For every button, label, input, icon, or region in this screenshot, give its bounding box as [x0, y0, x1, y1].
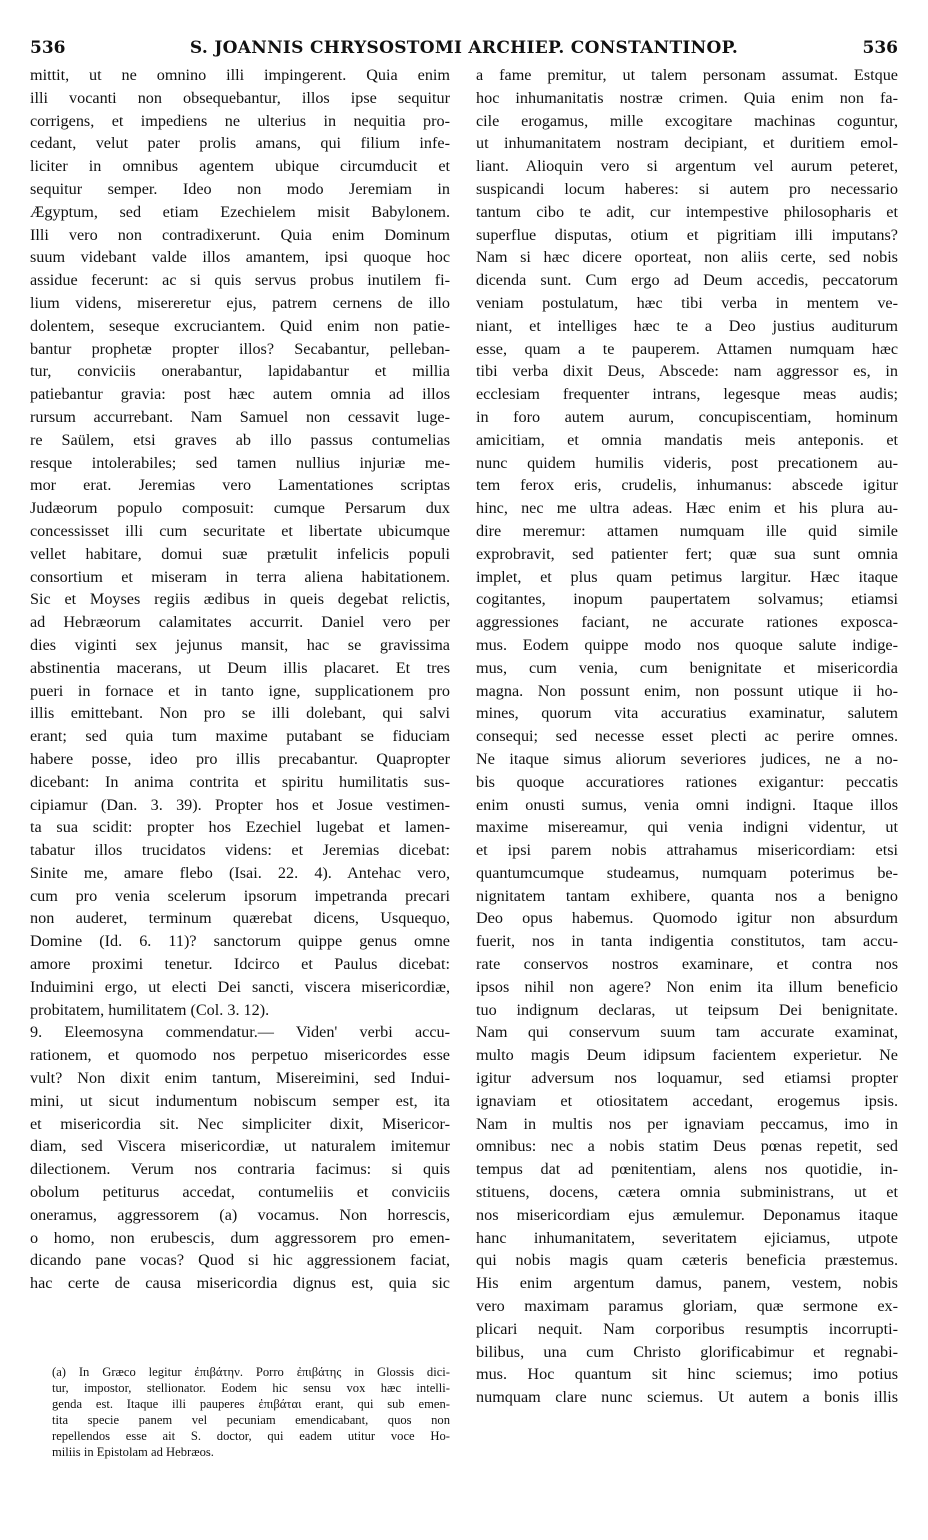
text-line: sequitur semper. Ideo non modo Jeremiam in — [30, 179, 450, 198]
text-line: ad Hebræorum calamitates accurrit. Daniel vero per — [30, 613, 450, 632]
text-line: tabatur illos trucidatos videns: et Jeremias dicebat: — [30, 841, 450, 860]
left-text-column — [30, 64, 450, 1295]
text-line: vult? Non dixit enim tantum, Misereimini, sed Indui- — [30, 1069, 450, 1088]
footnote-line: (a) In Græco legitur ἐπιβάτην. Porro ἐπιβάτης in Glossis dici- — [52, 1365, 450, 1379]
text-line: quantumcumque studeamus, numquam poterimus be- — [476, 863, 898, 882]
text-line: erant; sed quia tum maxime putabant se fiduciam — [30, 727, 450, 746]
text-line: ecclesiam frequenter intrans, legesque meas audis; — [476, 385, 898, 404]
footnote-line: tita specie panem vel pecuniam emendicabant, quos non — [52, 1413, 450, 1427]
text-line: corrigens, et impediens ne ulterius in nequitia pro- — [30, 111, 450, 130]
text-line: mittit, ut ne omnino illi impingerent. Quia enim — [30, 66, 450, 84]
text-line: assidue fecerunt: ac si quis servus probus inutilem fi- — [30, 271, 450, 290]
text-line: mini, ut sicut indumentum nobiscum semper est, ita — [30, 1091, 450, 1110]
text-line: Nam qui conservum suum tam accurate examinat, — [476, 1023, 898, 1042]
text-line: bantur prophetæ propter illos? Secabantur, pelleban- — [30, 339, 450, 358]
text-line: tantum cibo te adit, cur intempestive philosopharis et — [476, 202, 898, 221]
text-line: vero maximam paramus gloriam, quæ sermone ex- — [476, 1297, 898, 1316]
text-line: bis quoque accuratiores rationes exigantur: peccatis — [476, 772, 898, 791]
text-line: rursum accurrebant. Nam Samuel non cessavit luge- — [30, 407, 450, 426]
footnote-line: genda est. Itaque illi pauperes ἐπιβάται erant, qui sub emen- — [52, 1397, 450, 1411]
text-line: mus. Eodem quippe modo nos quoque salute indige- — [476, 635, 898, 654]
text-line: multo magis Deum idipsum facientem experietur. Ne — [476, 1046, 898, 1065]
footnote-line: repellendos esse ait S. doctor, qui eadem utitur voce Ho- — [52, 1429, 450, 1443]
text-line: Ægyptum, sed etiam Ezechielem misit Babylonem. — [30, 202, 450, 221]
text-line: fuerit, nos in tanta indigentia constitutos, tam accu- — [476, 932, 898, 951]
text-line: consequi; sed necesse esset plecti ac perire omnes. — [476, 727, 898, 746]
text-line: cipiamur (Dan. 3. 39). Propter hos et Josue vestimen- — [30, 795, 450, 814]
text-line: tibi verba dixit Deus, Abscede: nam aggressor es, in — [476, 362, 898, 381]
running-header — [30, 38, 898, 64]
text-line: resque intolerabiles; sed tamen nullius injuriæ me- — [30, 453, 450, 472]
text-line: concessisset illi cum securitate et libertate ubicumque — [30, 521, 450, 540]
text-line: stituens, docens, cætera omnia subministrans, ut et — [476, 1183, 898, 1202]
text-line: ipsos nihil non agere? Non enim ita illum beneficio — [476, 977, 898, 996]
text-line: rationem, et quomodo nos perpetuo misericordes esse — [30, 1046, 450, 1065]
text-line: patiebantur gravia: post hæc autem omnia ad illos — [30, 385, 450, 404]
text-line: bilibus, una cum Christo glorificabimur et regnabi- — [476, 1342, 898, 1361]
text-line: suum videbant valde illos amantem, ipsi quoque hoc — [30, 248, 450, 267]
text-line: liciter in omnibus agentem ubique circumducit et — [30, 157, 450, 176]
text-line: diam, sed Viscera misericordiæ, ut naturalem imitemur — [30, 1137, 450, 1156]
text-line: obolum petiturus accedat, contumeliis et conviciis — [30, 1183, 450, 1202]
text-line: cedant, velut pater prolis amans, qui filium infe- — [30, 134, 450, 153]
text-line: implet, et plus quam petimus largitur. Hæc itaque — [476, 567, 898, 586]
right-text-column — [476, 64, 898, 1409]
text-line: Nam in multis nos per ignaviam peccamus, imo in — [476, 1114, 898, 1133]
text-line: Ne itaque simus aliorum severiores judices, ne a no- — [476, 749, 898, 768]
footnote-block — [52, 1364, 450, 1460]
text-line: dicando pane vocas? Quod si hic aggressionem faciat, — [30, 1251, 450, 1270]
text-line: Illi vero non contradixerunt. Quia enim Dominum — [30, 225, 450, 244]
text-line: tempus dat ad pœnitentiam, alens nos quotidie, in- — [476, 1160, 898, 1179]
text-line: Sinite me, amare flebo (Isai. 22. 4). Antehac vero, — [30, 863, 450, 882]
text-line: illi vocanti non obsequebantur, illos ipse sequitur — [30, 88, 450, 107]
text-line: maxime misereamur, qui venia indigni videntur, ut — [476, 818, 898, 837]
text-line: esse, quam a te pauperem. Attamen numquam hæc — [476, 339, 898, 358]
text-line: nos misericordiam ejus æmulemur. Deponamus itaque — [476, 1205, 898, 1224]
text-line: dicenda sunt. Cum ergo ad Deum accedis, peccatorum — [476, 271, 898, 290]
text-line: magna. Non possunt enim, non possunt utique ii ho- — [476, 681, 898, 700]
text-line: aggressiones faciant, ne accurate rationes exposca- — [476, 613, 898, 632]
text-line: niant, et intelliges hæc te a Deo justius auditurum — [476, 316, 898, 335]
text-line: habere posse, ideo pro illis precabantur. Quapropter — [30, 749, 450, 768]
text-line: liant. Alioquin vero si argentum vel aurum peteret, — [476, 157, 898, 176]
text-line: omnibus: nec a nobis statim Deus pœnas repetit, sed — [476, 1137, 898, 1156]
footnote-line: tur, impostor, stellionator. Eodem hic sensu vox hæc intelli- — [52, 1381, 450, 1395]
text-line: ta sua scidit: propter hos Ezechiel lugebat et lamen- — [30, 818, 450, 837]
text-line: hac certe de causa misericordia dignus est, quia sic — [30, 1274, 450, 1293]
text-line: mus. Hoc quantum sit hinc sciemus; imo potius — [476, 1365, 898, 1384]
text-line: enim onusti sumus, venia omni indigni. Itaque illos — [476, 795, 898, 814]
text-line: qui nobis magis quam cæteris beneficia præstemus. — [476, 1251, 898, 1270]
text-line: nunc quidem humilis videris, post precationem au- — [476, 453, 898, 472]
text-line: Sic et Moyses regiis ædibus in queis degebat relictis, — [30, 590, 450, 609]
text-line: non auderet, terminum quærebat dicens, Usquequo, — [30, 909, 450, 928]
text-line: et misericordia sit. Nec simpliciter dixit, Misericor- — [30, 1114, 450, 1133]
text-line: ignaviam et otiositatem accedant, erogemus ipsis. — [476, 1091, 898, 1110]
text-line: abstinentia macerans, ut Deum illis placaret. Et tres — [30, 658, 450, 677]
text-line: in foro autem aurum, concupiscentiam, hominum — [476, 407, 898, 426]
text-line: tuo indignum declaras, ut teipsum Dei benignitate. — [476, 1000, 898, 1019]
text-line: numquam clare nunc sciemus. Ut autem a bonis illis — [476, 1388, 898, 1407]
text-line: Judæorum populo composuit: cumque Persarum dux — [30, 499, 450, 518]
text-line: hoc inhumanitatis nostræ crimen. Quia enim non fa- — [476, 88, 898, 107]
text-line: exprobravit, sed patienter fert; quæ sua sunt omnia — [476, 544, 898, 563]
text-line: Nam si hæc dicere oporteat, non aliis certe, sed nobis — [476, 248, 898, 267]
text-line: mor erat. Jeremias vero Lamentationes scriptas — [30, 476, 450, 495]
text-line: suspicandi locum haberes: si autem pro necessario — [476, 179, 898, 198]
text-line: amore proximi tenetur. Idcirco et Paulus dicebat: — [30, 955, 450, 974]
text-line: a fame premitur, ut talem personam assumat. Estque — [476, 66, 898, 84]
text-line: dolentem, seseque excruciantem. Quid enim non patie- — [30, 316, 450, 335]
text-line: mines, quorum vita accuratius examinatur, salutem — [476, 704, 898, 723]
text-line: 9. Eleemosyna commendatur.— Viden' verbi accu- — [30, 1023, 450, 1042]
page-number-right: 536 — [862, 38, 898, 58]
text-line: plicari nequit. Nam corporibus resumptis incorrupti- — [476, 1319, 898, 1338]
text-line: superflue disputas, otium et pigritiam illi imputans? — [476, 225, 898, 244]
text-line: tur, conviciis onerabantur, lapidabantur et millia — [30, 362, 450, 381]
text-line: ut inhumanitatem nostram decipiant, et duritiem emol- — [476, 134, 898, 153]
text-line: pueri in fornace et in tanto igne, supplicationem pro — [30, 681, 450, 700]
text-line: re Saülem, etsi graves ab illo passus contumelias — [30, 430, 450, 449]
text-line: lium videns, misereretur ejus, patrem cernens de illo — [30, 293, 450, 312]
text-line: rate conservos nostros examinare, et contra nos — [476, 955, 898, 974]
text-line: vellet habitare, domui suæ prætulit infelicis populi — [30, 544, 450, 563]
text-line: consortium et miseram in terra aliena habitationem. — [30, 567, 450, 586]
text-line: amicitiam, et omnia mandatis meis anteponis. et — [476, 430, 898, 449]
text-line: Deo opus habemus. Quomodo igitur non absurdum — [476, 909, 898, 928]
running-title: S. JOANNIS CHRYSOSTOMI ARCHIEP. CONSTANTINOP. — [189, 38, 739, 58]
text-line: Induimini ergo, ut electi Dei sancti, viscera misericordiæ, — [30, 977, 450, 996]
text-line: probitatem, humilitatem (Col. 3. 12). — [30, 1000, 270, 1019]
page-number-left: 536 — [30, 38, 66, 58]
text-line: hanc inhumanitatem, severitatem ejiciamus, utpote — [476, 1228, 898, 1247]
text-line: dilectionem. Verum nos contraria facimus: si quis — [30, 1160, 450, 1179]
text-line: hinc, nec me ultra adeas. Hæc enim et his plura au- — [476, 499, 898, 518]
text-line: oneramus, aggressorem (a) vocamus. Non horrescis, — [30, 1205, 450, 1224]
text-line: dies viginti sex jejunus mansit, hac se gravissima — [30, 635, 450, 654]
text-line: et ipsi parem nobis attrahamus misericordiam: etsi — [476, 841, 898, 860]
text-line: veniam postulatum, hæc tibi verba in mentem ve- — [476, 293, 898, 312]
text-line: nignitatem tantam exhibere, quanta nos a benigno — [476, 886, 898, 905]
text-line: cile erogamus, mille excogitare machinas coguntur, — [476, 111, 898, 130]
text-line: dicebant: In anima contrita et spiritu humilitatis sus- — [30, 772, 450, 791]
text-line: Domine (Id. 6. 11)? sanctorum quippe genus omne — [30, 932, 450, 951]
text-line: dire meremur: attamen numquam ille quid simile — [476, 521, 898, 540]
text-line: igitur adversum nos loquamur, sed etiamsi propter — [476, 1069, 898, 1088]
text-line: His enim argentum damus, panem, vestem, nobis — [476, 1274, 898, 1293]
text-line: cum pro venia scelerum ipsorum impetranda precari — [30, 886, 450, 905]
text-line: cogitantes, inopum paupertatem solvamus; etiamsi — [476, 590, 898, 609]
text-line: tem ferox eris, crudelis, inhumanus: abscede igitur — [476, 476, 898, 495]
text-line: illis emittebant. Non pro se illi dolebant, qui salvi — [30, 704, 450, 723]
footnote-line: miliis in Epistolam ad Hebræos. — [52, 1445, 214, 1459]
text-line: mus, cum venia, cum benignitate et misericordia — [476, 658, 898, 677]
text-line: o homo, non erubescis, dum aggressorem pro emen- — [30, 1228, 450, 1247]
